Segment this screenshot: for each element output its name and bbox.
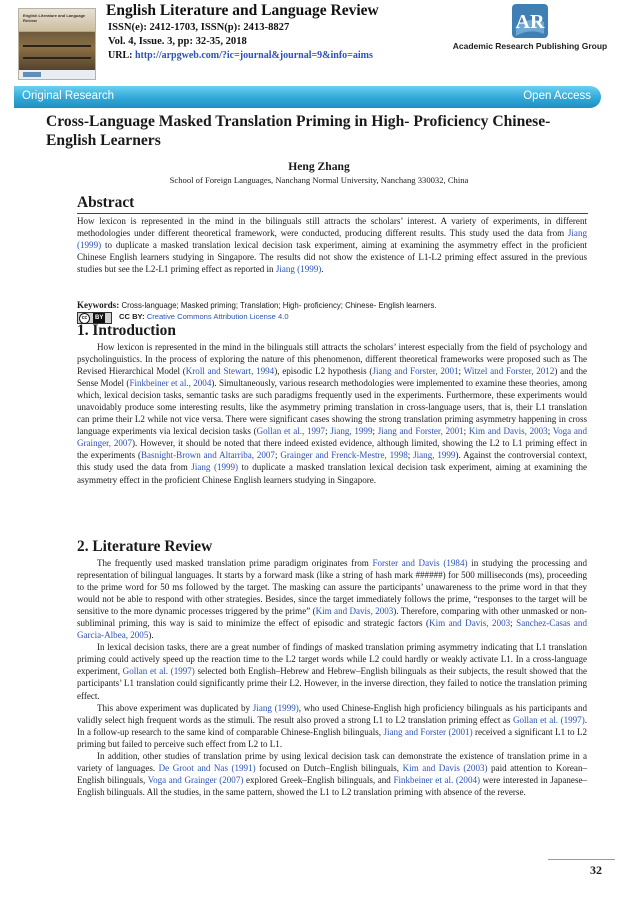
article-title: Cross-Language Masked Translation Priming in High- Proficiency Chinese-English Learners (46, 113, 551, 149)
paragraph-text: ). However, it should be noted that there indeed existed evidence, although limited, showing the L2 to L1 priming effect in the experiments ( (77, 438, 587, 461)
paragraph (77, 557, 587, 641)
original-research-label: Original Research (22, 90, 115, 102)
paragraph-text: ), episodic L2 hypothesis ( (274, 366, 373, 377)
citation-link[interactable]: Basnight-Brown and Altarriba, 2007 (141, 450, 275, 461)
paragraph-text: ; (325, 426, 331, 437)
paragraph-text: How lexicon is represented in the mind in the bilinguals still attracts the scholars’ interest especially from the field of psychology and psycholinguistics. In the process of exploring the nature of this phenomenon, different theoretical frameworks were proposed such as The Revised Hierarchical Model ( (77, 342, 587, 377)
citation-link[interactable]: Jiang (1999) (191, 462, 239, 473)
paragraph-text: selected both English–Hebrew and Hebrew–English bilinguals as their subjects, the result showed that the participants’ L1 translation could significantly prime their L2. However, in the inverse direction, they failed to notice the translation priming effect. (77, 666, 587, 701)
journal-title: English Literature and Language Review (106, 2, 379, 19)
article-type-banner (14, 86, 601, 108)
shelf-line (23, 57, 91, 59)
publisher-logo-text: AR (515, 11, 545, 33)
abstract-heading: Abstract (77, 194, 135, 211)
cover-title: English Literature and Language Review (23, 13, 86, 23)
license-label: CC BY: (119, 312, 145, 321)
author-affiliation: School of Foreign Languages, Nanchang Normal University, Nanchang 330032, China (169, 175, 469, 185)
paragraph-text: explored Greek–English bilinguals, and (243, 774, 394, 785)
citation-link[interactable]: Finkbeiner et al. (2004) (393, 774, 481, 785)
paragraph-text: ; (463, 426, 469, 437)
cover-logo (23, 72, 41, 77)
issn-line: ISSN(e): 2412-1703, ISSN(p): 2413-8827 (108, 22, 290, 33)
introduction-body (77, 341, 587, 486)
citation-link[interactable]: Grainger and Frenck-Mestre, 1998 (280, 450, 408, 461)
paragraph-text: ; (372, 426, 378, 437)
abstract-text-part: How lexicon is represented in the mind in the bilinguals still attracts the scholars’ interest. A variety of experiments, in different methodologies under different theoretical framework, were conducted, producing different results. This study used the data from (77, 216, 587, 239)
citation-link[interactable]: Kim and Davis (2003) (402, 762, 488, 773)
volume-line: Vol. 4, Issue. 3, pp: 32-35, 2018 (108, 36, 247, 47)
cover-footer (19, 70, 95, 79)
abstract-text-part: to duplicate a masked translation lexical decision task experiment, aiming at examining the asymmetry effect in the proficient Chinese English learners studying in Singapore. The results did not show the existence of L1-L2 priming effect assured in the previous studies but see the L2-L1 priming effect as reported in (77, 240, 587, 275)
keywords (77, 299, 587, 312)
citation-link[interactable]: Forster and Davis (1984) (372, 558, 468, 568)
paragraph-text: paid attention to Korean–English bilinguals, (77, 762, 587, 785)
citation-link[interactable]: Jiang (1999) (275, 264, 322, 275)
abstract-text (77, 215, 587, 275)
url-label: URL: (108, 50, 133, 61)
paragraph (77, 641, 587, 701)
abstract-text-part: . (321, 264, 324, 275)
page-number: 32 (590, 863, 602, 877)
citation-link[interactable]: Jiang (1999) (252, 702, 299, 713)
paragraph-text: ; (458, 366, 464, 377)
paragraph-text: received a significant L1 to L2 priming but failed to perceive such effect from L2 to L1. (77, 726, 587, 749)
license-text (119, 312, 289, 321)
citation-link[interactable]: Voga and Grainger (2007) (147, 774, 244, 785)
citation-link[interactable]: Gollan et al. (1997) (122, 666, 195, 677)
paragraph-text: ). Therefore, comparing with other unmasked or non-subliminal priming, this way is said to minimize the effect of episodic and strategic factors ( (77, 606, 587, 629)
paragraph (77, 750, 587, 798)
paragraph-text: were interested in Japanese–English bilinguals. All the studies, in the same pattern, showed the L1 to L2 translation priming with absence of the reverse. (77, 774, 588, 797)
citation-link[interactable]: Jiang and Forster, 2001 (377, 426, 464, 437)
citation-link[interactable]: Kim and Davis, 2003 (315, 606, 394, 617)
shelf-line (23, 45, 91, 47)
citation-link[interactable]: Jiang and Forster (2001) (383, 726, 473, 737)
paragraph (77, 341, 587, 486)
url-line (108, 50, 373, 61)
by-label: BY (95, 315, 104, 321)
citation-link[interactable]: Kroll and Stewart, 1994 (185, 366, 275, 377)
paragraph-text: In lexical decision tasks, there are a great number of findings of masked translation priming asymmetry indicating that L1 translation priming could actively speed up the reaction time to the L2 target words while L2 could hardly or weakly activate L1. In a cross-language experiment, (77, 642, 587, 677)
citation-link[interactable]: Finkbeiner et al., 2004 (129, 378, 212, 389)
paragraph-text: ). (148, 630, 154, 641)
paragraph-text: , who used Chinese-English high proficiency bilinguals as his participants and validly select high frequent words as the stimuli. The result also proved a strong L1 to L2 translation priming effect as (77, 702, 587, 725)
journal-cover-thumbnail (18, 8, 96, 80)
citation-link[interactable]: Jiang, 1999 (413, 450, 456, 461)
cc-icon: cc (79, 313, 90, 324)
citation-link[interactable]: Kim and Davis, 2003 (468, 426, 548, 437)
paragraph-text: In addition, other studies of translation prime by using lexical decision task can demonstrate the existence of translation prime in a variety of languages. (77, 750, 587, 773)
keywords-label: Keywords: (77, 300, 120, 310)
paragraph-text: ; (407, 450, 414, 461)
citation-link[interactable]: Gollan et al., 1997 (256, 426, 326, 437)
paragraph-text: ). Against the controversial context, this study used the data from (77, 450, 587, 473)
citation-link[interactable]: De Groot and Nas (1991) (158, 762, 256, 773)
keywords-list: Cross-language; Masked priming; Translation; High- proficiency; Chinese- English learners. (121, 301, 437, 310)
paragraph-text: This above experiment was duplicated by (97, 702, 253, 713)
citation-link[interactable]: Kim and Davis, 2003 (429, 618, 511, 629)
author-name: Heng Zhang (288, 160, 350, 173)
paragraph-text: ). Simultaneously, various research methodologies were implemented to examine these theories, among which, lexical decision tasks, semantic tasks are such paradigms frequently used in the experiments. Furthermore, these experiments would unavoidably produce some interesting results, like the asymmetry priming translation in cross-language users, that is, their L1 translation can prime their L2 while not vice versa. There were significant cases showing the strong translation priming asymmetry happening in cross language experiments via lexical decision tasks ( (77, 378, 587, 437)
paragraph-text: The frequently used masked translation prime paradigm originates from (97, 558, 373, 568)
paragraph-text: . In a follow-up research to the same kind of comparable Chinese-English bilinguals, (77, 714, 587, 737)
publisher-logo (512, 4, 548, 38)
introduction-heading: 1. Introduction (77, 322, 176, 339)
citation-link[interactable]: Jiang and Forster, 2001 (372, 366, 459, 377)
citation-link[interactable]: Voga and Grainger, 2007 (77, 426, 587, 449)
paragraph-text: ; (510, 618, 517, 629)
paragraph-text: ; (274, 450, 281, 461)
citation-link[interactable]: Sanchez-Casas and Garcia-Albea, 2005 (77, 618, 587, 641)
citation-link[interactable]: Jiang (1999) (77, 228, 587, 251)
license-link[interactable]: Creative Commons Attribution License 4.0 (146, 312, 289, 321)
citation-link[interactable]: Jiang, 1999 (330, 426, 373, 437)
literature-review-body (77, 557, 587, 798)
footer-divider (548, 859, 615, 860)
paragraph (77, 702, 587, 750)
journal-url-link[interactable]: http://arpgweb.com/?ic=journal&journal=9&info=aims (134, 50, 373, 61)
paragraph-text: focused on Dutch–English bilinguals, (255, 762, 403, 773)
paragraph-text: to duplicate a masked translation lexical decision task experiment, aiming at examining the asymmetry effect in the proficient Chinese English learners studying in Singapore. (77, 462, 587, 485)
paragraph-text: ; (547, 426, 553, 437)
literature-review-heading: 2. Literature Review (77, 538, 213, 555)
open-access-label: Open Access (523, 90, 591, 102)
paragraph-text: ) and the Sense Model ( (77, 366, 588, 389)
citation-link[interactable]: Witzel and Forster, 2012 (463, 366, 555, 377)
abstract-divider (77, 213, 588, 214)
citation-link[interactable]: Gollan et al. (1997) (512, 714, 585, 725)
journal-header (0, 0, 638, 82)
paragraph-text: in studying the processing and representation of bilingual languages. It starts by a forward mask (like a string of hash mark ######) for 500 milliseconds (ms), proceeding to the prime word for 50 ms followed by the target. The masking can assure the participants’ unawareness to the prime word in that they would not be able to respond with other strategies. Besides, since the target immediately follows the prime, “responses to the target will be sensitive to the more dynamic processes triggered by the prime” ( (77, 558, 587, 617)
publisher-name: Academic Research Publishing Group (452, 41, 608, 51)
